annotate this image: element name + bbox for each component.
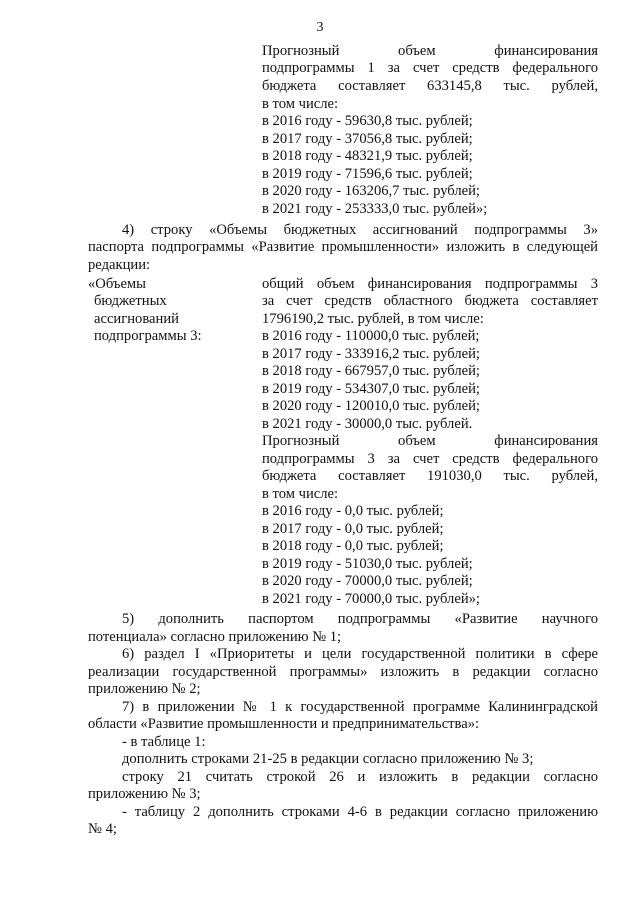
text-line: Прогнозный объем финансирования: [262, 433, 598, 449]
text-line: за счет средств областного бюджета составляет: [262, 293, 598, 309]
text-line: в 2019 году - 71596,6 тыс. рублей;: [262, 166, 473, 182]
text-line: приложению № 3;: [88, 786, 201, 802]
text-line: в 2017 году - 333916,2 тыс. рублей;: [262, 346, 480, 362]
left-label-line: бюджетных: [94, 293, 167, 309]
text-line: в 2021 году - 30000,0 тыс. рублей.: [262, 416, 473, 432]
text-line: общий объем финансирования подпрограммы 3: [262, 276, 598, 292]
text-line: - в таблице 1:: [122, 734, 206, 750]
text-line: 1796190,2 тыс. рублей, в том числе:: [262, 311, 484, 327]
text-line: 4) строку «Объемы бюджетных ассигнований подпрограммы 3»: [122, 222, 598, 238]
text-line: в том числе:: [262, 486, 339, 502]
text-line: бюджета составляет 633145,8 тыс. рублей,: [262, 78, 598, 94]
text-line: в 2021 году - 253333,0 тыс. рублей»;: [262, 201, 488, 217]
text-line: в 2021 году - 70000,0 тыс. рублей»;: [262, 591, 480, 607]
text-line: строку 21 считать строкой 26 и изложить в редакции согласно: [122, 769, 598, 785]
text-line: редакции:: [88, 257, 151, 273]
left-label-line: «Объемы: [88, 276, 146, 292]
text-line: в 2020 году - 70000,0 тыс. рублей;: [262, 573, 473, 589]
left-label-line: ассигнований: [94, 311, 179, 327]
text-line: реализации государственной программы» изложить в редакции согласно: [88, 664, 598, 680]
text-line: в 2020 году - 120010,0 тыс. рублей;: [262, 398, 480, 414]
text-line: - таблицу 2 дополнить строками 4-6 в редакции согласно приложению: [122, 804, 598, 820]
text-line: бюджета составляет 191030,0 тыс. рублей,: [262, 468, 598, 484]
text-line: № 4;: [88, 821, 117, 837]
text-line: в 2018 году - 667957,0 тыс. рублей;: [262, 363, 480, 379]
text-line: дополнить строками 21-25 в редакции согласно приложению № 3;: [122, 751, 534, 767]
text-line: в 2019 году - 534307,0 тыс. рублей;: [262, 381, 480, 397]
text-line: в 2016 году - 59630,8 тыс. рублей;: [262, 113, 473, 129]
text-line: в 2017 году - 0,0 тыс. рублей;: [262, 521, 444, 537]
text-line: в 2017 году - 37056,8 тыс. рублей;: [262, 131, 473, 147]
text-line: в 2020 году - 163206,7 тыс. рублей;: [262, 183, 480, 199]
text-line: в 2018 году - 0,0 тыс. рублей;: [262, 538, 444, 554]
text-line: в 2019 году - 51030,0 тыс. рублей;: [262, 556, 473, 572]
text-line: Прогнозный объем финансирования: [262, 43, 598, 59]
text-line: потенциала» согласно приложению № 1;: [88, 629, 342, 645]
text-line: в 2016 году - 110000,0 тыс. рублей;: [262, 328, 480, 344]
text-line: 7) в приложении № 1 к государственной программе Калининградской: [122, 699, 598, 715]
text-line: 5) дополнить паспортом подпрограммы «Развитие научного: [122, 611, 598, 627]
text-line: в том числе:: [262, 96, 339, 112]
text-line: подпрограммы 1 за счет средств федерального: [262, 60, 598, 76]
text-line: области «Развитие промышленности и предпринимательства»:: [88, 716, 480, 732]
text-line: 6) раздел I «Приоритеты и цели государственной политики в сфере: [122, 646, 598, 662]
text-line: подпрограммы 3 за счет средств федерального: [262, 451, 598, 467]
text-line: приложению № 2;: [88, 681, 201, 697]
page-number: 3: [316, 20, 324, 35]
left-label-line: подпрограммы 3:: [94, 328, 202, 344]
text-line: в 2018 году - 48321,9 тыс. рублей;: [262, 148, 473, 164]
text-line: паспорта подпрограммы «Развитие промышленности» изложить в следующей: [88, 239, 598, 255]
text-line: в 2016 году - 0,0 тыс. рублей;: [262, 503, 444, 519]
